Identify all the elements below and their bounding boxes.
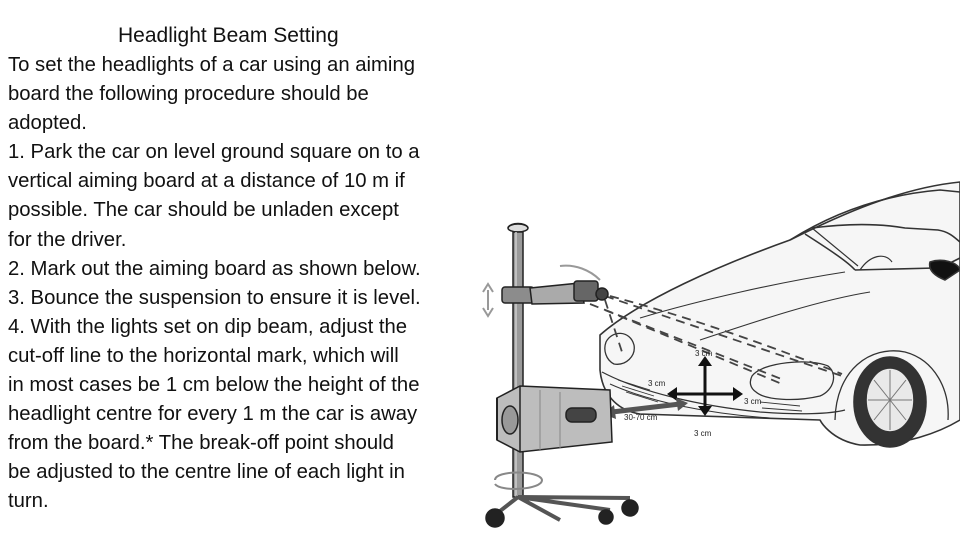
dim-top-label: 3 cm [695, 349, 713, 358]
headlight-aiming-illustration [470, 170, 960, 540]
dim-bottom-label: 3 cm [694, 429, 712, 438]
text-line: turn. [8, 490, 49, 513]
step-2-line: 2. Mark out the aiming board as shown below. [8, 257, 421, 280]
procedure-text [8, 51, 478, 517]
text-line: be adjusted to the centre line of each light in [8, 461, 405, 484]
text-line: board the following procedure should be [8, 83, 369, 106]
dim-right-label: 3 cm [744, 397, 762, 406]
text-line: vertical aiming board at a distance of 10 m if [8, 170, 405, 193]
slide-title: Headlight Beam Setting [118, 24, 339, 47]
step-4-line: 4. With the lights set on dip beam, adjust the [8, 315, 408, 338]
text-line: for the driver. [8, 228, 127, 251]
text-line: cut-off line to the horizontal mark, which will [8, 344, 399, 367]
text-line: To set the headlights of a car using an aiming [8, 54, 416, 76]
step-3-line: 3. Bounce the suspension to ensure it is level. [8, 286, 421, 309]
distance-label: 30-70 cm [624, 413, 658, 422]
text-line: adopted. [8, 112, 87, 135]
step-1-line: 1. Park the car on level ground square on to a [8, 141, 420, 164]
dim-left-label: 3 cm [648, 379, 666, 388]
text-line: headlight centre for every 1 m the car is away [8, 403, 418, 426]
illustration-svg [470, 170, 960, 540]
text-line: in most cases be 1 cm below the height of the [8, 374, 420, 397]
text-line: possible. The car should be unladen except [8, 199, 399, 222]
text-line: from the board.* The break-off point should [8, 432, 394, 455]
